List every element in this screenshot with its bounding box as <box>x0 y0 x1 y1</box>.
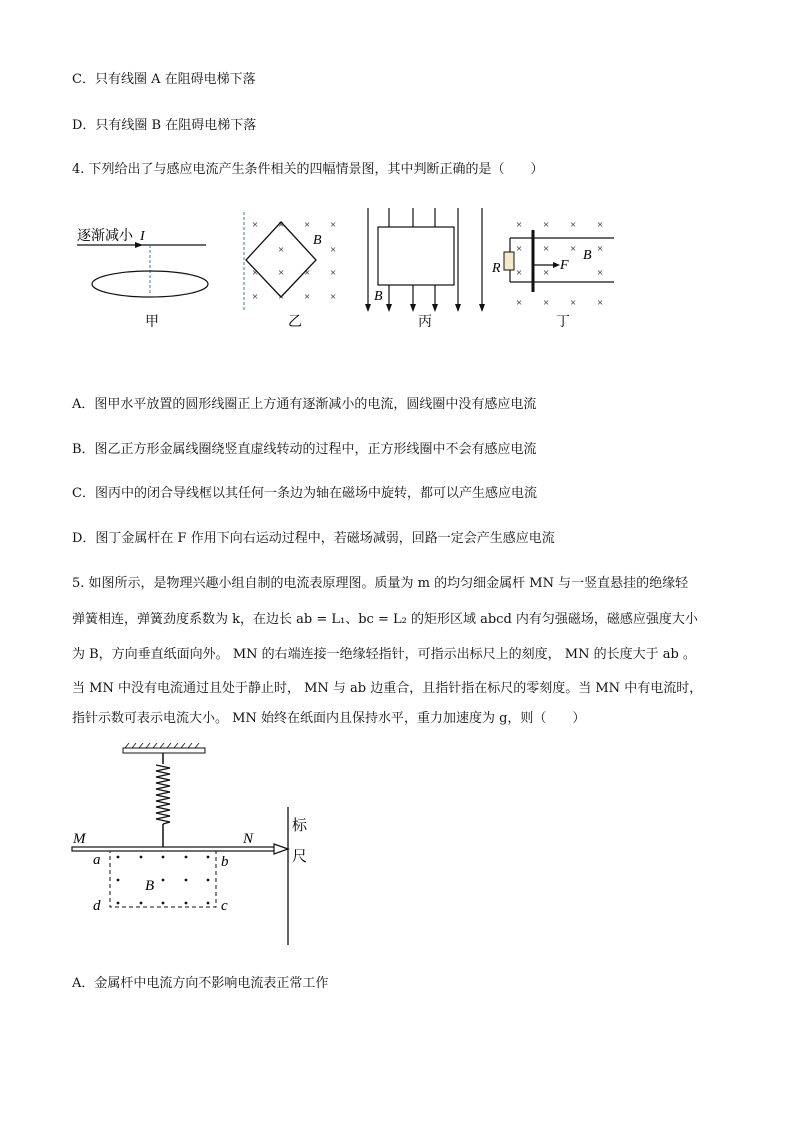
svg-text:×: × <box>252 291 259 303</box>
label-c: c <box>221 898 228 914</box>
svg-text:×: × <box>278 291 285 303</box>
ding-field-label: B <box>583 248 592 263</box>
q5-line-4: 当 MN 中没有电流通过且处于静止时， MN 与 ab 边重合，且指针指在标尺的零刻度。当 MN 中有电流时， <box>72 681 703 696</box>
option-d-prev: D．只有线圈 B 在阻碍电梯下落 <box>72 118 257 133</box>
q5-option-a: A．金属杆中电流方向不影响电流表正常工作 <box>72 976 329 991</box>
svg-text:×: × <box>304 291 311 303</box>
yi-field-label: B <box>313 233 322 248</box>
svg-text:×: × <box>278 267 285 279</box>
svg-text:×: × <box>278 244 285 256</box>
option-c-prev: C．只有线圈 A 在阻碍电梯下落 <box>72 72 256 87</box>
jia-text: 逐渐减小 <box>77 229 133 244</box>
svg-text:×: × <box>304 267 311 279</box>
jia-current-label: I <box>140 229 145 244</box>
label-B: B <box>145 878 155 894</box>
svg-text:×: × <box>330 291 337 303</box>
label-a: a <box>93 852 101 868</box>
svg-text:×: × <box>597 219 604 231</box>
svg-text:×: × <box>597 243 604 255</box>
caption-jia: 甲 <box>145 315 159 330</box>
caption-bing: 丙 <box>418 315 432 330</box>
svg-text:×: × <box>543 297 550 309</box>
svg-text:×: × <box>252 219 259 231</box>
svg-text:×: × <box>597 297 604 309</box>
ding-resistor-label: R <box>492 261 501 276</box>
label-M: M <box>73 831 86 847</box>
svg-text:×: × <box>543 267 550 279</box>
svg-text:×: × <box>570 243 577 255</box>
svg-text:×: × <box>516 219 523 231</box>
svg-text:×: × <box>330 267 337 279</box>
svg-text:×: × <box>516 267 523 279</box>
bing-field-label: B <box>374 289 383 304</box>
figure-jia <box>77 228 208 297</box>
svg-text:×: × <box>330 244 337 256</box>
q5-line-3: 为 B，方向垂直纸面向外。 MN 的右端连接一绝缘轻指针，可指示出标尺上的刻度， MN 的长度大于 ab 。 <box>72 647 696 662</box>
figure-yi <box>244 212 336 310</box>
caption-yi: 乙 <box>288 315 302 330</box>
figure-ding <box>491 219 614 309</box>
q5-line-1: 5. 如图所示，是物理兴趣小组自制的电流表原理图。质量为 m 的均匀细金属杆 MN 与一竖直悬挂的绝缘轻 <box>72 576 689 591</box>
svg-text:×: × <box>304 219 311 231</box>
label-N: N <box>243 831 254 847</box>
svg-text:×: × <box>252 267 259 279</box>
svg-text:×: × <box>543 243 550 255</box>
svg-text:×: × <box>278 219 285 231</box>
scale-char-1: 标 <box>292 818 308 834</box>
q4-option-c: C．图丙中的闭合导线框以其任何一条边为轴在磁场中旋转，都可以产生感应电流 <box>72 486 537 501</box>
label-d: d <box>93 898 101 914</box>
ding-force-label: F <box>560 258 569 273</box>
label-b: b <box>221 854 229 870</box>
svg-text:×: × <box>570 219 577 231</box>
q5-line-5: 指针示数可表示电流大小。 MN 始终在纸面内且保持水平，重力加速度为 g，则（ ） <box>72 711 586 726</box>
q4-option-b: B．图乙正方形金属线圈绕竖直虚线转动的过程中，正方形线圈中不会有感应电流 <box>72 442 537 457</box>
question-4-stem: 4. 下列给出了与感应电流产生条件相关的四幅情景图，其中判断正确的是（ ） <box>72 162 544 177</box>
figure-bing <box>365 208 485 312</box>
q4-figures <box>0 200 794 340</box>
svg-text:×: × <box>543 219 550 231</box>
svg-text:×: × <box>516 243 523 255</box>
q5-line-2: 弹簧相连，弹簧劲度系数为 k，在边长 ab = L₁、bc = L₂ 的矩形区域 abcd 内有匀强磁场，磁感应强度大小 <box>72 612 698 627</box>
svg-text:×: × <box>516 297 523 309</box>
q4-option-a: A．图甲水平放置的圆形线圈正上方通有逐渐减小的电流，圆线圈中没有感应电流 <box>72 397 537 412</box>
caption-ding: 丁 <box>556 315 570 330</box>
q4-option-d: D．图丁金属杆在 F 作用下向右运动过程中，若磁场减弱，回路一定会产生感应电流 <box>72 531 555 546</box>
q5-figure <box>0 740 794 955</box>
scale-char-2: 尺 <box>292 849 308 865</box>
svg-text:×: × <box>597 267 604 279</box>
svg-text:×: × <box>330 219 337 231</box>
svg-text:×: × <box>570 297 577 309</box>
